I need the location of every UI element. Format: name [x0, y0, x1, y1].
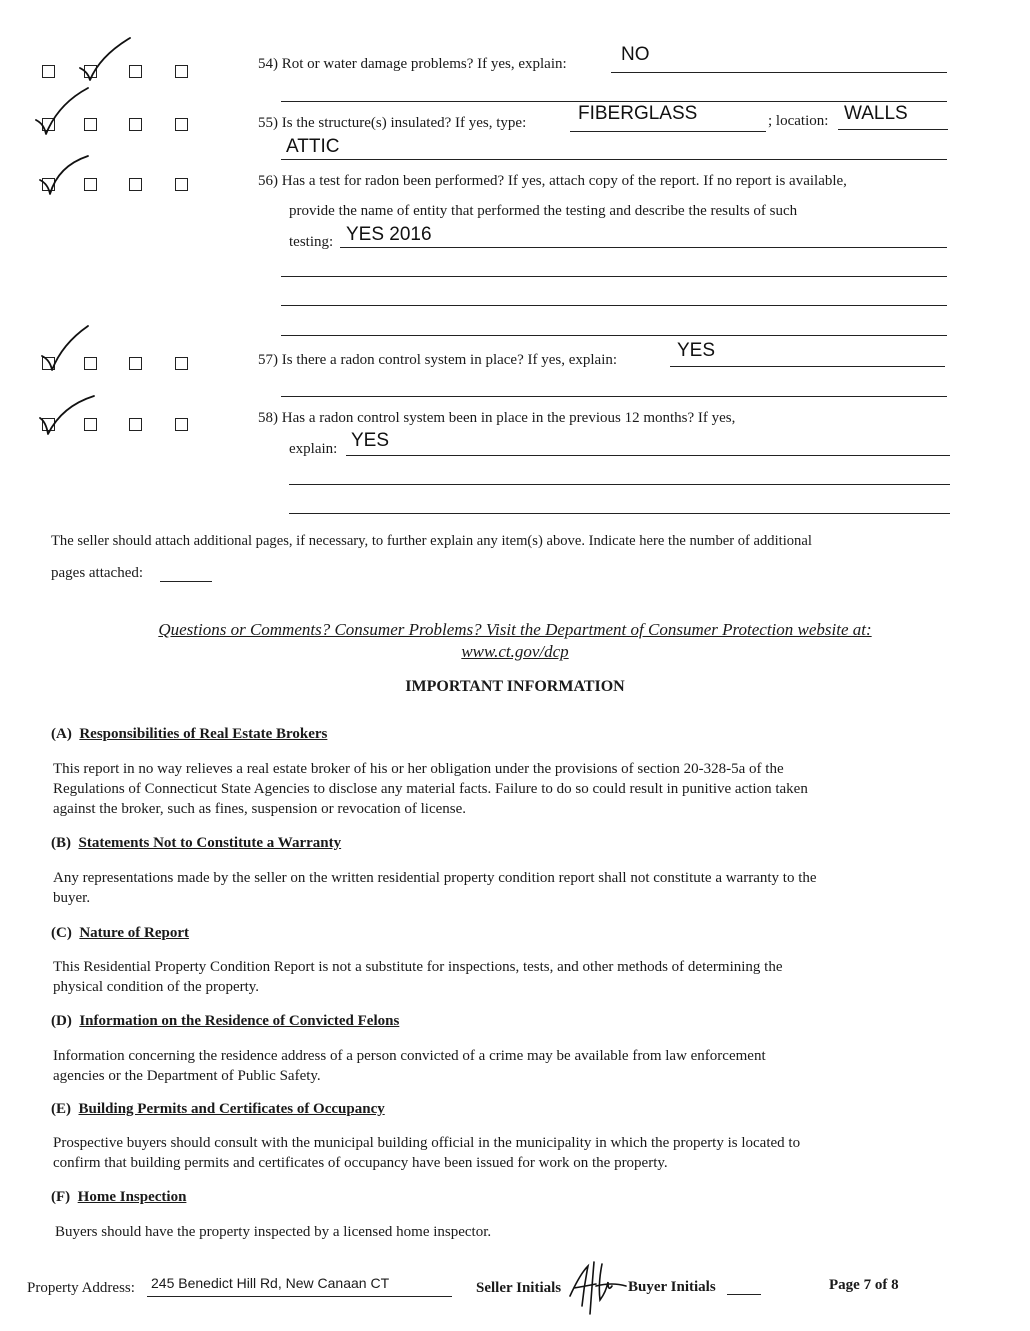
- section-a-heading: [51, 726, 327, 743]
- checkbox-58-d[interactable]: [175, 418, 188, 431]
- answer-55-location[interactable]: WALLS: [844, 103, 908, 124]
- section-b-heading: [51, 835, 341, 852]
- section-e-heading: [51, 1101, 385, 1118]
- section-title: Nature of Report: [79, 925, 190, 941]
- seller-initials-signature-icon[interactable]: [566, 1256, 630, 1318]
- section-title: Responsibilities of Real Estate Brokers: [79, 726, 328, 742]
- section-line: This report in no way relieves a real estate broker of his or her obligation under the provisions of section 20-328-5a of the: [53, 761, 784, 777]
- answer-line-58: [346, 455, 950, 456]
- answer-line-58-3: [289, 513, 950, 514]
- section-b-body: [53, 868, 923, 908]
- section-line: This Residential Property Condition Report is not a substitute for inspections, tests, and other methods of determining the: [53, 959, 783, 975]
- question-text: Has a radon control system been in place in the previous 12 months? If yes,: [281, 410, 736, 426]
- answer-55-type[interactable]: FIBERGLASS: [578, 103, 698, 124]
- answer-line-55-location: [838, 129, 948, 130]
- question-55: [258, 115, 526, 132]
- question-text: Is there a radon control system in place? If yes, explain:: [281, 352, 618, 368]
- section-label: (E): [51, 1101, 71, 1117]
- answer-line-57-2: [281, 396, 947, 397]
- answer-line-56: [340, 247, 947, 248]
- question-58: [258, 410, 735, 427]
- page-number: Page 7 of 8: [829, 1277, 899, 1293]
- answer-line-56-2: [281, 276, 947, 277]
- section-line: Information concerning the residence address of a person convicted of a crime may be available from law enforcement: [53, 1048, 766, 1064]
- checkbox-54-d[interactable]: [175, 65, 188, 78]
- section-c-body: [53, 957, 923, 997]
- checkbox-55-c[interactable]: [129, 118, 142, 131]
- dcp-website-link[interactable]: www.ct.gov/dcp: [461, 642, 569, 661]
- checkbox-55-b[interactable]: [84, 118, 97, 131]
- section-label: (C): [51, 925, 72, 941]
- section-c-heading: [51, 925, 189, 942]
- question-text: Is the structure(s) insulated? If yes, type:: [281, 115, 527, 131]
- answer-54[interactable]: NO: [621, 44, 650, 65]
- answer-56[interactable]: YES 2016: [346, 224, 432, 245]
- checkmark-icon: [38, 322, 100, 384]
- question-text: Rot or water damage problems? If yes, explain:: [281, 56, 567, 72]
- checkbox-56-c[interactable]: [129, 178, 142, 191]
- answer-line-54-2: [281, 101, 947, 102]
- buyer-initials-label: Buyer Initials: [628, 1279, 716, 1295]
- checkbox-55-a[interactable]: [42, 118, 55, 131]
- question-text-line-2: provide the name of entity that performed the testing and describe the results of such: [289, 203, 798, 219]
- section-line: physical condition of the property.: [53, 979, 260, 995]
- section-d-body: [53, 1046, 923, 1086]
- property-address-value[interactable]: 245 Benedict Hill Rd, New Canaan CT: [151, 1275, 390, 1291]
- question-54: [258, 56, 567, 73]
- checkmark-icon: [32, 84, 94, 146]
- section-d-heading: [51, 1013, 399, 1030]
- question-number: 55): [258, 115, 278, 131]
- answer-line-56-3: [281, 305, 947, 306]
- answer-line-55-2: [281, 159, 947, 160]
- answer-line-55-type: [570, 131, 766, 132]
- question-number: 54): [258, 56, 278, 72]
- question-text: Has a test for radon been performed? If yes, attach copy of the report. If no report is available,: [281, 173, 847, 189]
- checkbox-58-a[interactable]: [42, 418, 55, 431]
- seller-initials-label: Seller Initials: [476, 1280, 562, 1296]
- checkbox-57-c[interactable]: [129, 357, 142, 370]
- section-label: (F): [51, 1189, 71, 1205]
- pages-attached-input[interactable]: [160, 581, 212, 582]
- property-address-label: Property Address:: [27, 1280, 135, 1296]
- section-line: agencies or the Department of Public Safety.: [53, 1068, 321, 1084]
- checkbox-58-c[interactable]: [129, 418, 142, 431]
- section-line: buyer.: [53, 890, 91, 906]
- checkbox-57-b[interactable]: [84, 357, 97, 370]
- question-text-line-2: explain:: [289, 441, 338, 457]
- section-e-body: [53, 1133, 923, 1173]
- checkbox-56-a[interactable]: [42, 178, 55, 191]
- answer-line-58-2: [289, 484, 950, 485]
- checkbox-54-b[interactable]: [84, 65, 97, 78]
- section-line: Buyers should have the property inspected by a licensed home inspector.: [55, 1224, 492, 1240]
- answer-line-56-4: [281, 335, 947, 336]
- question-56: [258, 173, 847, 190]
- section-title: Information on the Residence of Convicted Felons: [79, 1013, 400, 1029]
- question-number: 57): [258, 352, 278, 368]
- pages-attached-label: pages attached:: [51, 565, 144, 581]
- section-label: (B): [51, 835, 71, 851]
- section-title: Building Permits and Certificates of Occupancy: [78, 1101, 385, 1117]
- section-a-body: [53, 759, 923, 819]
- checkbox-58-b[interactable]: [84, 418, 97, 431]
- section-f-body: [55, 1222, 925, 1242]
- checkbox-54-c[interactable]: [129, 65, 142, 78]
- checkbox-57-d[interactable]: [175, 357, 188, 370]
- checkbox-56-d[interactable]: [175, 178, 188, 191]
- section-line: against the broker, such as fines, suspension or revocation of license.: [53, 801, 467, 817]
- checkbox-56-b[interactable]: [84, 178, 97, 191]
- section-line: confirm that building permits and certificates of occupancy have been issued for work on the property.: [53, 1155, 668, 1171]
- answer-line-54: [611, 72, 947, 73]
- answer-55-continuation[interactable]: ATTIC: [286, 136, 340, 157]
- location-label: ; location:: [768, 113, 829, 129]
- section-f-heading: [51, 1189, 186, 1206]
- answer-line-57: [670, 366, 945, 367]
- consumer-protection-link[interactable]: Questions or Comments? Consumer Problems? Visit the Department of Consumer Protection website at:: [158, 620, 872, 639]
- section-line: Prospective buyers should consult with the municipal building official in the municipality in which the property is located to: [53, 1135, 801, 1151]
- answer-57[interactable]: YES: [677, 340, 716, 361]
- section-line: Regulations of Connecticut State Agencies to disclose any material facts. Failure to do so could result in punitive action taken: [53, 781, 808, 797]
- section-label: (A): [51, 726, 72, 742]
- checkbox-55-d[interactable]: [175, 118, 188, 131]
- section-title: Statements Not to Constitute a Warranty: [78, 835, 342, 851]
- question-number: 56): [258, 173, 278, 189]
- answer-58[interactable]: YES: [351, 430, 390, 451]
- question-57: [258, 352, 617, 369]
- question-number: 58): [258, 410, 278, 426]
- attach-note-text: The seller should attach additional pages, if necessary, to further explain any item(s) above. Indicate here the number of additional: [51, 533, 812, 549]
- buyer-initials-line[interactable]: [727, 1294, 761, 1295]
- property-address-line: [147, 1296, 452, 1297]
- section-title: Home Inspection: [77, 1189, 187, 1205]
- section-line: Any representations made by the seller on the written residential property condition report shall not constitute a warranty to the: [53, 870, 817, 886]
- checkbox-54-a[interactable]: [42, 65, 55, 78]
- question-text-line-3: testing:: [289, 234, 334, 250]
- important-info-title: IMPORTANT INFORMATION: [405, 678, 625, 695]
- checkbox-57-a[interactable]: [42, 357, 55, 370]
- section-label: (D): [51, 1013, 72, 1029]
